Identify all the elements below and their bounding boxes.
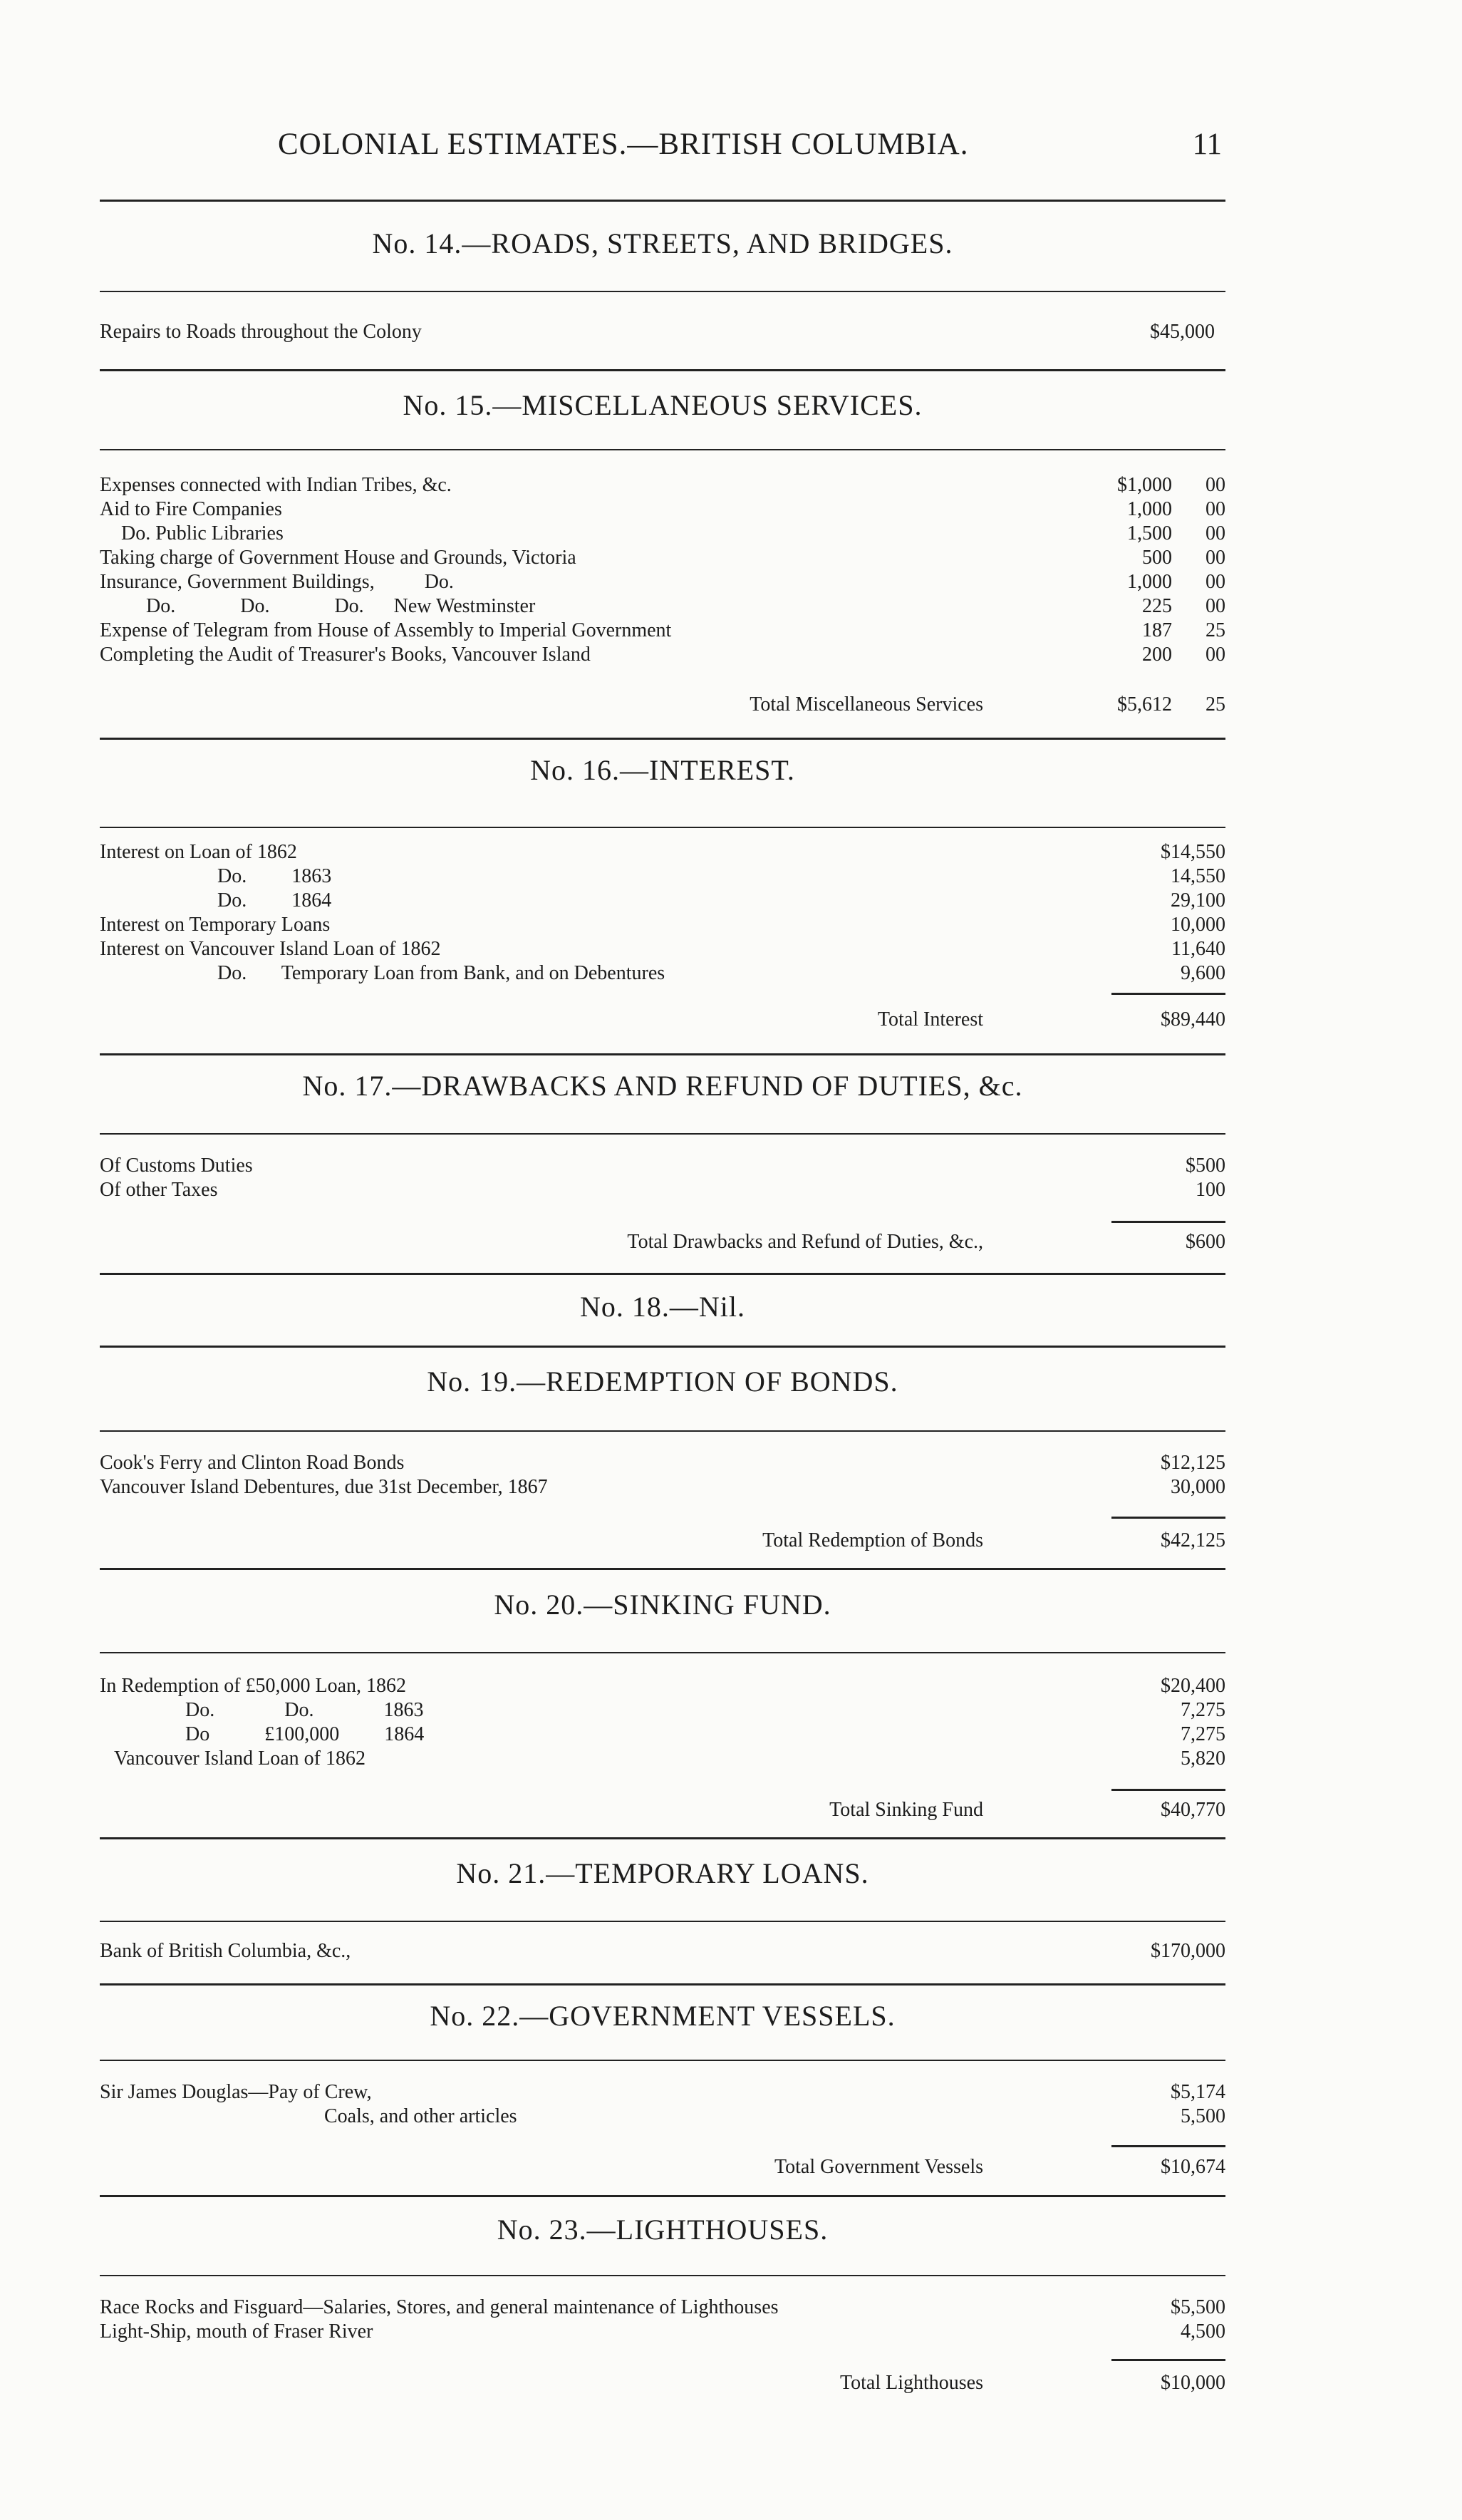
row-label: Taking charge of Government House and Grounds, Victoria <box>100 547 576 569</box>
row-label: Do. Do. 1863 <box>185 1699 424 1721</box>
row-amount: 4,500 <box>1181 2320 1225 2343</box>
section-19-title: No. 19.—REDEMPTION OF BONDS. <box>427 1365 898 1398</box>
section-22-end-rule <box>100 2195 1225 2197</box>
row-cents: 25 <box>1206 619 1225 641</box>
row-label: Do. Do. Do. New Westminster <box>146 595 536 617</box>
row-cents: 00 <box>1206 547 1225 569</box>
s16-row <box>100 962 1225 986</box>
row-label: Interest on Temporary Loans <box>100 914 331 936</box>
total-cents: 25 <box>1206 693 1225 716</box>
section-20-end-rule <box>100 1837 1225 1839</box>
row-amount: $45,000 <box>1150 321 1215 343</box>
s15-row <box>100 547 1225 571</box>
row-amount: 14,550 <box>1171 865 1225 887</box>
s20-row <box>100 1675 1225 1699</box>
s16-row <box>100 938 1225 962</box>
section-17-title: No. 17.—DRAWBACKS AND REFUND OF DUTIES, &c. <box>302 1070 1023 1102</box>
row-label: Do. 1863 <box>217 865 332 887</box>
total-amount: $600 <box>1186 1231 1225 1253</box>
s23-row <box>100 2320 1225 2345</box>
s20-row <box>100 1699 1225 1723</box>
s15-row <box>100 498 1225 522</box>
row-label: Interest on Vancouver Island Loan of 1862 <box>100 938 441 960</box>
row-amount: 1,000 <box>1127 571 1172 593</box>
s20-row <box>100 1723 1225 1747</box>
total-amount: $10,674 <box>1161 2156 1225 2178</box>
row-amount: 1,000 <box>1127 498 1172 520</box>
total-label: Total Drawbacks and Refund of Duties, &c., <box>627 1231 983 1253</box>
row-amount: $1,000 <box>1117 474 1172 496</box>
section-16-title: No. 16.—INTEREST. <box>530 754 795 786</box>
s19-row <box>100 1476 1225 1500</box>
row-cents: 00 <box>1206 571 1225 593</box>
row-label: In Redemption of £50,000 Loan, 1862 <box>100 1675 407 1697</box>
subtotal-rule <box>1111 993 1225 995</box>
s16-row <box>100 914 1225 938</box>
s17-row <box>100 1155 1225 1179</box>
section-18-title: No. 18.—Nil. <box>580 1291 745 1323</box>
row-label: Vancouver Island Debentures, due 31st December, 1867 <box>100 1476 548 1498</box>
row-amount: $12,125 <box>1161 1452 1225 1474</box>
row-amount: 30,000 <box>1171 1476 1225 1498</box>
row-label: Expense of Telegram from House of Assembly to Imperial Government <box>100 619 672 641</box>
row-label: Aid to Fire Companies <box>100 498 282 520</box>
subtotal-rule <box>1111 2145 1225 2147</box>
row-amount: $20,400 <box>1161 1675 1225 1697</box>
row-label: Interest on Loan of 1862 <box>100 841 297 863</box>
s22-row <box>100 2081 1225 2105</box>
total-amount: $40,770 <box>1161 1799 1225 1821</box>
row-label: Vancouver Island Loan of 1862 <box>114 1747 366 1770</box>
row-amount: 200 <box>1142 644 1172 666</box>
row-label: Sir James Douglas—Pay of Crew, <box>100 2081 372 2103</box>
header-rule <box>100 200 1225 202</box>
section-15-title: No. 15.—MISCELLANEOUS SERVICES. <box>403 389 923 421</box>
row-amount: $14,550 <box>1161 841 1225 863</box>
total-label: Total Lighthouses <box>839 2372 983 2394</box>
s21-row <box>100 1940 1225 1964</box>
s19-total-row <box>100 1529 1225 1554</box>
s16-row <box>100 889 1225 914</box>
page-header <box>100 127 1222 177</box>
row-amount: 5,820 <box>1181 1747 1225 1770</box>
s15-total-row <box>100 693 1225 718</box>
s23-row <box>100 2296 1225 2320</box>
row-label: Light-Ship, mouth of Fraser River <box>100 2320 373 2343</box>
section-21-end-rule <box>100 1983 1225 1985</box>
row-amount: 10,000 <box>1171 914 1225 936</box>
row-label: Completing the Audit of Treasurer's Books, Vancouver Island <box>100 644 591 666</box>
section-21-title: No. 21.—TEMPORARY LOANS. <box>456 1857 869 1889</box>
section-19-end-rule <box>100 1568 1225 1570</box>
total-label: Total Government Vessels <box>774 2156 983 2178</box>
total-amount: $10,000 <box>1161 2372 1225 2394</box>
row-label: Race Rocks and Fisguard—Salaries, Stores, and general maintenance of Lighthouses <box>100 2296 779 2318</box>
subtotal-rule <box>1111 1221 1225 1223</box>
total-label: Total Miscellaneous Services <box>750 693 983 716</box>
total-label: Total Redemption of Bonds <box>762 1529 983 1551</box>
section-23-rule <box>100 2275 1225 2276</box>
total-amount: $89,440 <box>1161 1008 1225 1031</box>
row-amount: 7,275 <box>1181 1723 1225 1745</box>
row-cents: 00 <box>1206 522 1225 544</box>
row-amount: 29,100 <box>1171 889 1225 912</box>
row-label: Do £100,000 1864 <box>185 1723 425 1745</box>
row-cents: 00 <box>1206 498 1225 520</box>
row-label: Cook's Ferry and Clinton Road Bonds <box>100 1452 405 1474</box>
section-19-rule <box>100 1430 1225 1432</box>
s19-row <box>100 1452 1225 1476</box>
row-label: Insurance, Government Buildings, Do. <box>100 571 454 593</box>
section-14-rule <box>100 291 1225 292</box>
row-label: Of other Taxes <box>100 1179 218 1201</box>
section-22-rule <box>100 2060 1225 2061</box>
section-15-rule <box>100 449 1225 450</box>
section-17-end-rule <box>100 1273 1225 1275</box>
s15-row <box>100 571 1225 595</box>
row-amount: 5,500 <box>1181 2105 1225 2127</box>
row-label: Repairs to Roads throughout the Colony <box>100 321 422 343</box>
s20-total-row <box>100 1799 1225 1823</box>
row-label: Do. 1864 <box>217 889 332 912</box>
section-21-rule <box>100 1921 1225 1922</box>
section-18-end-rule <box>100 1346 1225 1348</box>
row-cents: 00 <box>1206 474 1225 496</box>
s17-row <box>100 1179 1225 1203</box>
s23-total-row <box>100 2372 1225 2396</box>
s15-row <box>100 619 1225 644</box>
page-number: 11 <box>1192 128 1222 161</box>
row-amount: $5,500 <box>1171 2296 1225 2318</box>
s16-row <box>100 865 1225 889</box>
subtotal-rule <box>1111 1517 1225 1519</box>
subtotal-rule <box>1111 2359 1225 2361</box>
row-amount: 1,500 <box>1127 522 1172 544</box>
row-amount: $500 <box>1186 1155 1225 1177</box>
row-amount: 100 <box>1196 1179 1225 1201</box>
section-16-rule <box>100 827 1225 828</box>
section-20-rule <box>100 1652 1225 1653</box>
row-amount: 7,275 <box>1181 1699 1225 1721</box>
section-15-end-rule <box>100 738 1225 740</box>
s16-total-row <box>100 1008 1225 1033</box>
row-amount: 225 <box>1142 595 1172 617</box>
section-23-title: No. 23.—LIGHTHOUSES. <box>497 2214 829 2246</box>
row-cents: 00 <box>1206 595 1225 617</box>
s22-row <box>100 2105 1225 2129</box>
row-label: Do. Temporary Loan from Bank, and on Debentures <box>217 962 665 984</box>
section-22-title: No. 22.—GOVERNMENT VESSELS. <box>430 2000 896 2032</box>
section-14-end-rule <box>100 369 1225 371</box>
section-17-rule <box>100 1133 1225 1135</box>
row-amount: 9,600 <box>1181 962 1225 984</box>
s20-row <box>100 1747 1225 1772</box>
row-label: Do. Public Libraries <box>121 522 284 544</box>
row-label: Of Customs Duties <box>100 1155 253 1177</box>
s14-row <box>100 321 1225 345</box>
page-title: COLONIAL ESTIMATES.—BRITISH COLUMBIA. <box>278 128 969 161</box>
total-label: Total Interest <box>877 1008 983 1031</box>
s22-total-row <box>100 2156 1225 2180</box>
row-label: Coals, and other articles <box>324 2105 517 2127</box>
subtotal-rule <box>1111 1789 1225 1791</box>
s16-row <box>100 841 1225 865</box>
section-14-title: No. 14.—ROADS, STREETS, AND BRIDGES. <box>372 227 953 259</box>
section-20-title: No. 20.—SINKING FUND. <box>494 1589 831 1621</box>
total-label: Total Sinking Fund <box>829 1799 983 1821</box>
total-amount: $5,612 <box>1117 693 1172 716</box>
row-amount: 187 <box>1142 619 1172 641</box>
row-label: Expenses connected with Indian Tribes, &c. <box>100 474 452 496</box>
s15-row <box>100 474 1225 498</box>
s15-row <box>100 522 1225 547</box>
row-amount: $170,000 <box>1151 1940 1225 1962</box>
row-cents: 00 <box>1206 644 1225 666</box>
section-16-end-rule <box>100 1053 1225 1055</box>
s15-row <box>100 595 1225 619</box>
row-amount: 11,640 <box>1171 938 1225 960</box>
s15-row <box>100 644 1225 668</box>
row-amount: 500 <box>1142 547 1172 569</box>
row-label: Bank of British Columbia, &c., <box>100 1940 351 1962</box>
total-amount: $42,125 <box>1161 1529 1225 1551</box>
s17-total-row <box>100 1231 1225 1255</box>
row-amount: $5,174 <box>1171 2081 1225 2103</box>
